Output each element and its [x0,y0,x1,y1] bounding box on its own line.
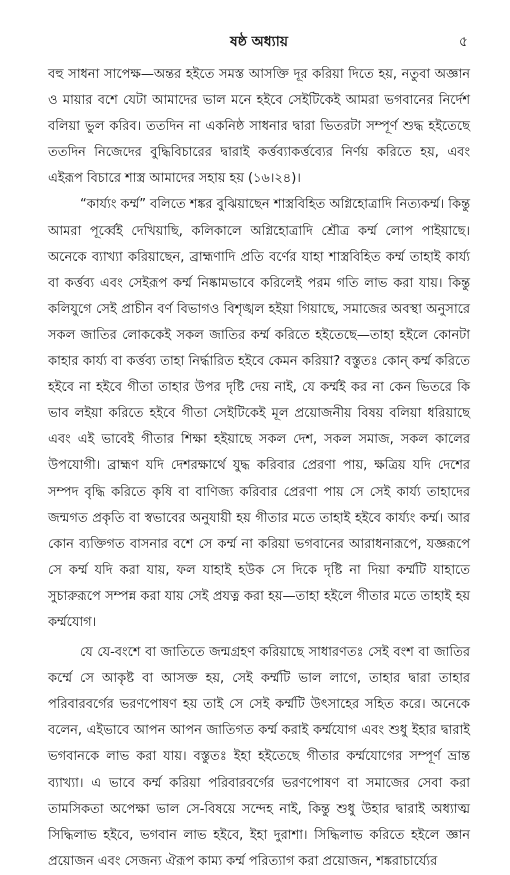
paragraph: “কার্য্যং কর্ম্ম” বলিতে শঙ্কর বুঝিয়াছেন শাস্ত্রবিহিত অগ্নিহোত্রাদি নিত্যকর্ম্ম। কিন্তু আমরা পূর্ব্বেই দেখিয়াছি, কলিকালে অগ্নিহোত্রাদি শ্রৌত্র কর্ম্ম লোপ পাইয়াছে। অনেকে ব্যাখ্যা করিয়াছেন, ব্রাহ্মণাদি প্রতি বর্ণের যাহা শাস্ত্রবিহিত কর্ম্ম তাহাই কার্য্য বা কর্ত্তব্য এবং সেইরূপ কর্ম্ম নিষ্কামভাবে করিলেই পরম গতি লাভ করা যায়। কিন্তু কলিযুগে সেই প্রাচীন বর্ণ বিভাগও বিশৃঙ্খল হইয়া গিয়াছে, সমাজের অবস্থা অনুসারে সকল জাতির লোককেই সকল জাতির কর্ম্ম করিতে হইতেছে—তাহা হইলে কোনটা কাহার কার্য্য বা কর্ত্তব্য তাহা নির্দ্ধারিত হইবে কেমন করিয়া? বস্তুতঃ কোন্‌ কর্ম্ম করিতে হইবে না হইবে গীতা তাহার উপর দৃষ্টি দেয় নাই, যে কর্ম্মই কর না কেন ভিতরে কি ভাব লইয়া করিতে হইবে গীতা সেইটিকেই মূল প্রয়োজনীয় বিষয় বলিয়া ধরিয়াছে এবং এই ভাবেই গীতার শিক্ষা হইয়াছে সকল দেশ, সকল সমাজ, সকল কালের উপযোগী। ব্রাহ্মণ যদি দেশরক্ষার্থে যুদ্ধ করিবার প্রেরণা পায়, ক্ষত্রিয় যদি দেশের সম্পদ বৃদ্ধি করিতে কৃষি বা বাণিজ্য করিবার প্রেরণা পায় সে সেই কার্য্য তাহাদের জন্মগত প্রকৃতি বা স্বভাবের অনুযায়ী হয় গীতার মতে তাহাই হইবে কার্য্যং কর্ম্ম। আর কোন ব্যক্তিগত বাসনার বশে সে কর্ম্ম না করিয়া ভগবানের আরাধনারূপে, যজ্ঞরূপে সে কর্ম্ম যদি করা যায়, ফল যাহাই হউক সে দিকে দৃষ্টি না দিয়া কর্ম্মটি যাহাতে সুচারুরূপে সম্পন্ন করা যায় সেই প্রযত্ন করা হয়—তাহা হইলে গীতার মতে তাহাই হয় কর্ম্মযোগ। [48,197,470,630]
paragraph: যে যে-বংশে বা জাতিতে জন্মগ্রহণ করিয়াছে সাধারণতঃ সেই বংশ বা জাতির কর্ম্মে সে আকৃষ্ট বা আসক্ত হয়, সেই কর্ম্মটি ভাল লাগে, তাহার দ্বারা তাহার পরিবারবর্গের ভরণপোষণ হয় তাই সে সেই কর্ম্মটি উৎসাহের সহিত করে। অনেকে বলেন, এইভাবে আপন আপন জাতিগত কর্ম্ম করাই কর্ম্মযোগ এবং শুধু ইহার দ্বারাই ভগবানকে লাভ করা যায়। বস্তুতঃ ইহা হইতেছে গীতার কর্ম্মযোগের সম্পূর্ণ ভ্রান্ত ব্যাখ্যা। এ ভাবে কর্ম্ম করিয়া পরিবারবর্গের ভরণপোষণ বা সমাজের সেবা করা তামসিকতা অপেক্ষা ভাল সে-বিষয়ে সন্দেহ নাই, কিন্তু শুধু উহার দ্বারাই অধ্যাত্ম সিদ্ধিলাভ হইবে, ভগবান লাভ হইবে, ইহা দুরাশা। সিদ্ধিলাভ করিতে হইলে জ্ঞান প্রয়োজন এবং সেজন্য ঐরূপ কাম্য কর্ম্ম পরিত্যাগ করা প্রয়োজন, শঙ্করাচার্য্যের [48,645,470,869]
page-number: ৫ [458,34,468,50]
body-text [48,62,470,875]
chapter-title: ষষ্ঠ অধ্যায় [229,34,289,50]
paragraph: বহু সাধনা সাপেক্ষ—অন্তর হইতে সমস্ত আসক্তি দূর করিয়া দিতে হয়, নতুবা অজ্ঞান ও মায়ার বশে যেটা আমাদের ভাল মনে হইবে সেইটিকেই আমরা ভগবানের নির্দেশ বলিয়া ভুল করিব। ততদিন না একনিষ্ঠ সাধনার দ্বারা ভিতরটা সম্পূর্ণ শুদ্ধ হইতেছে ততদিন নিজেদের বুদ্ধিবিচারের দ্বারাই কর্ত্তব্যাকর্ত্তব্যের নির্ণয় করিতে হয়, এবং এইরূপ বিচারে শাস্ত্র আমাদের সহায় হয় (১৬।২৪)। [48,67,470,187]
running-header [48,28,470,52]
